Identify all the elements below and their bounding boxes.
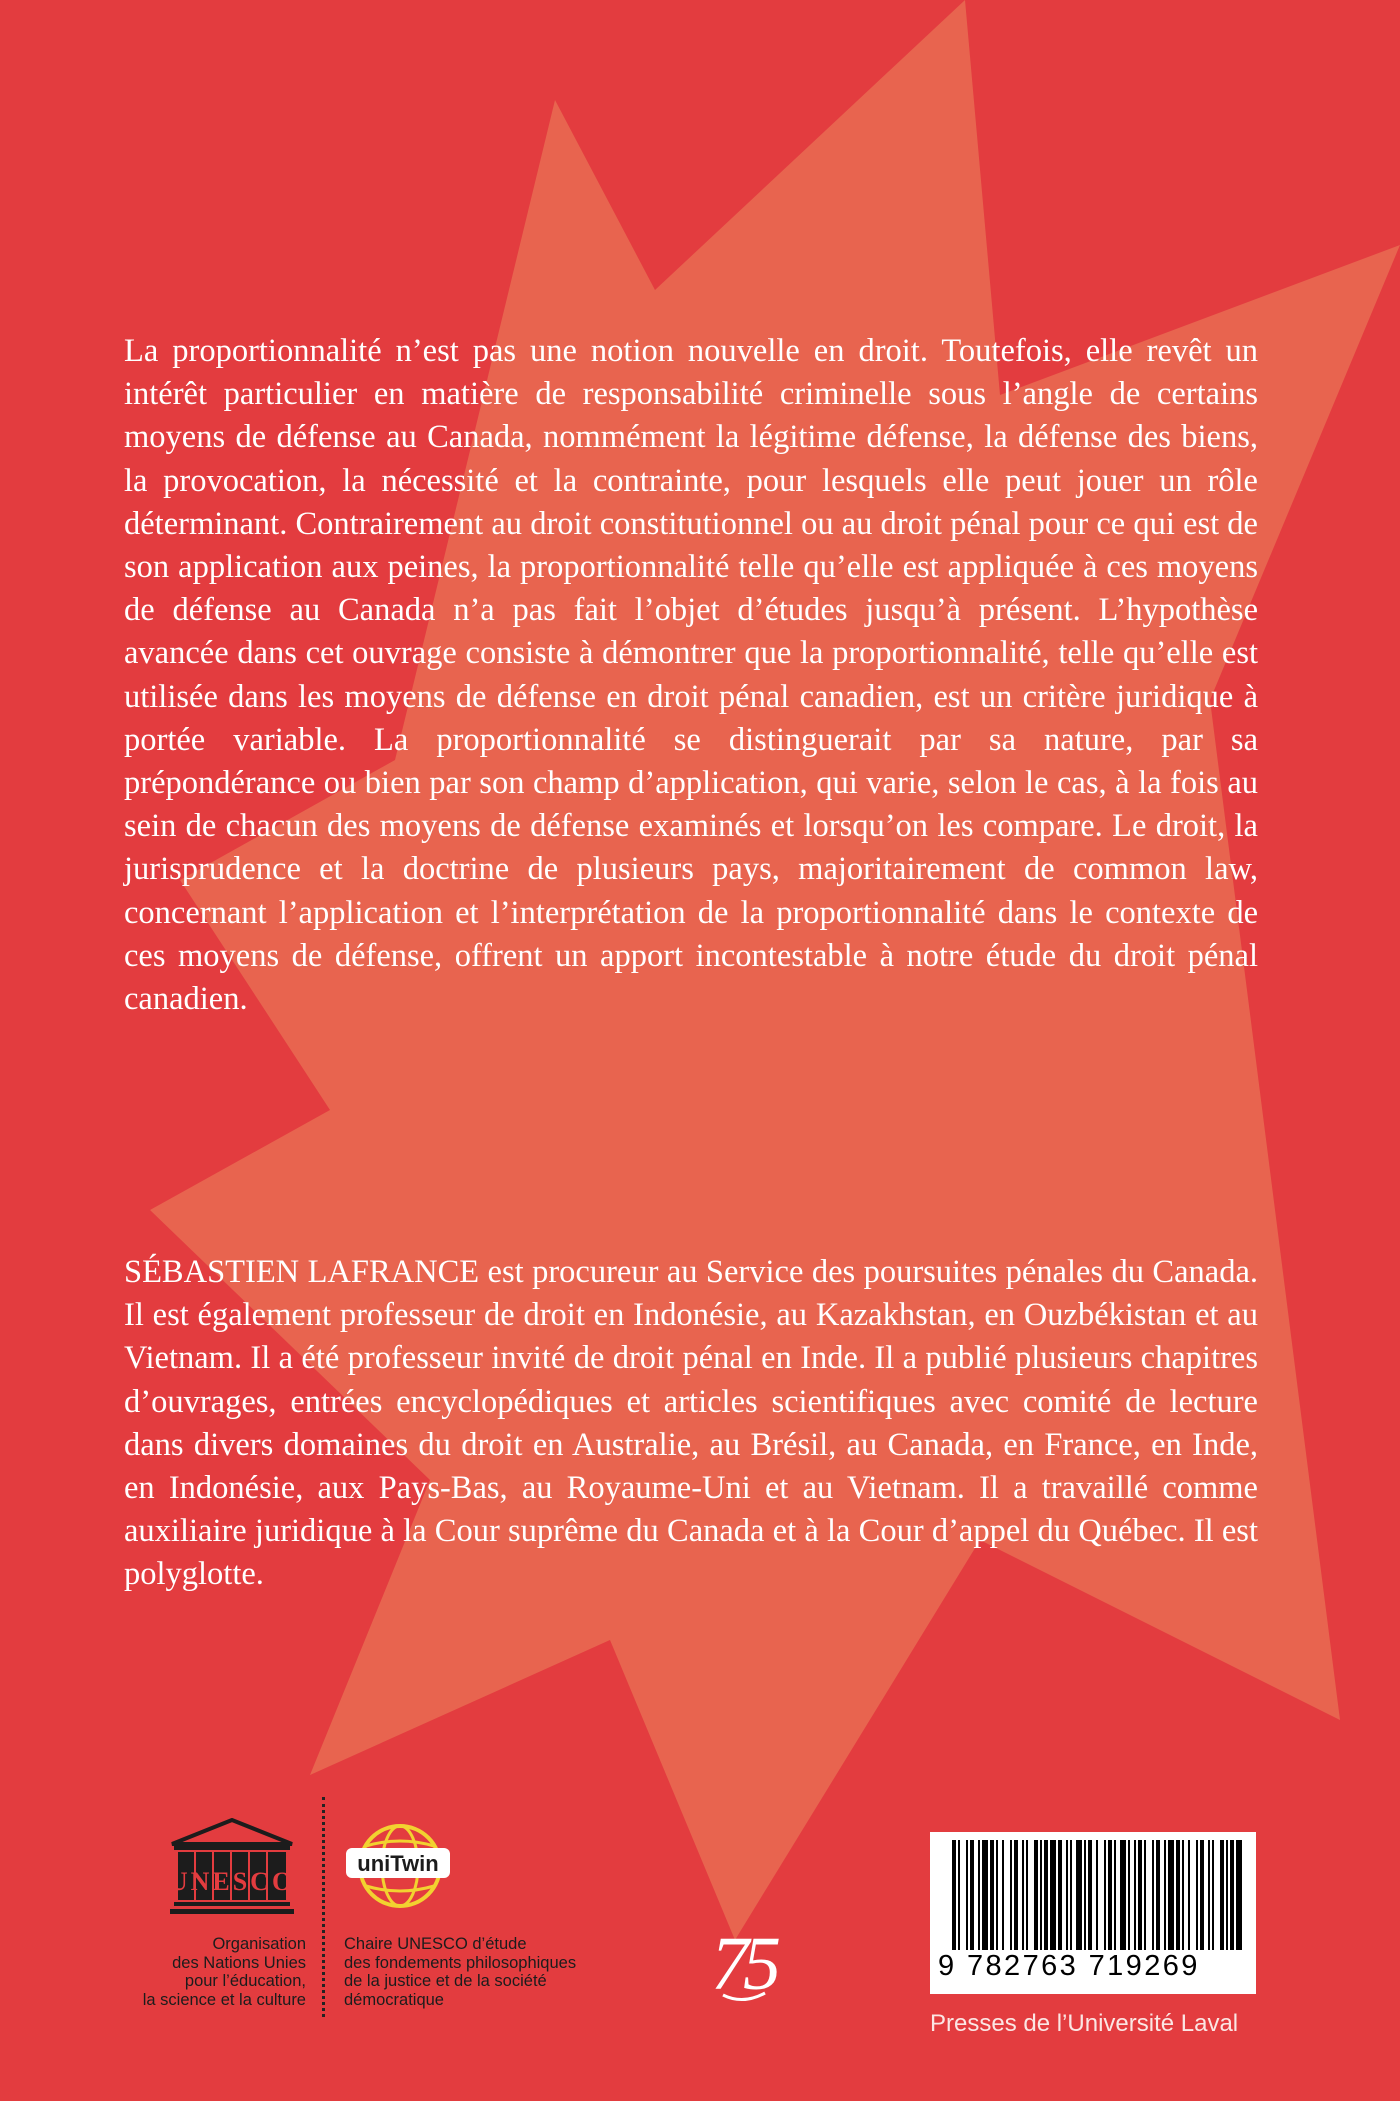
barcode-bar [1212, 1840, 1214, 1950]
barcode-bar [1152, 1840, 1154, 1950]
barcode-bar [1014, 1840, 1018, 1950]
barcode-bar [1026, 1840, 1028, 1950]
publisher-name: Presses de l’Université Laval [930, 2010, 1239, 2037]
barcode-bar [1050, 1840, 1056, 1950]
unitwin-globe-icon [342, 1814, 458, 1918]
barcode-bar [1114, 1840, 1116, 1950]
barcode-bar [952, 1840, 956, 1950]
barcode-bar [1088, 1840, 1092, 1950]
dotted-divider [322, 1797, 325, 2017]
chair-caption-line: des fondements philosophiques [344, 1953, 577, 1972]
barcode-bar [1084, 1840, 1086, 1950]
barcode-bar [1144, 1840, 1146, 1950]
barcode-bar [1200, 1840, 1204, 1950]
barcode-bars [948, 1840, 1248, 1950]
chair-caption-line: Chaire UNESCO d’étude [344, 1935, 527, 1953]
barcode-bar [1196, 1840, 1198, 1950]
unesco-temple-icon [168, 1818, 296, 1918]
unitwin-logo [342, 1814, 458, 1918]
barcode-bar [1176, 1840, 1180, 1950]
unesco-caption [90, 1935, 306, 2009]
barcode-bar [1108, 1840, 1112, 1950]
barcode-bar [1002, 1840, 1004, 1950]
book-summary-paragraph: La proportionnalité n’est pas une notion nouvelle en droit. Toutefois, elle revêt un intérêt particulier en matière de responsabilité criminelle sous l’angle de certains moyens de défense au Canada, nommément la légitime défense, la défense des biens, la provocation, la nécessité et la contrainte, pour lesquels elle peut jouer un rôle déterminant. Contrairement au droit constitutionnel ou au droit pénal pour ce qui est de son application aux peines, la proportionnalité telle qu’elle est appliquée à ces moyens de défense au Canada n’a pas fait l’objet d’études jusqu’à présent. L’hypothèse avancée dans cet ouvrage consiste à démontrer que la proportionnalité, telle qu’elle est utilisée dans les moyens de défense en droit pénal canadien, est un critère juridique à portée variable. La proportionnalité se distinguerait par sa nature, par sa prépondérance ou bien par son champ d’application, qui varie, selon le cas, à la fois au sein de chacun des moyens de défense examinés et lorsqu’on les compare. Le droit, la jurisprudence et la doctrine de plusieurs pays, majoritairement de common law, concernant l’application et l’interprétation de la proportionnalité dans le contexte de ces moyens de défense, offrent un apport incontestable à notre étude du droit pénal canadien. [124, 333, 1258, 1018]
unesco-caption-line: la science et la culture [142, 1990, 306, 2009]
barcode-bar [996, 1840, 998, 1950]
author-biography-paragraph: SÉBASTIEN LAFRANCE est procureur au Service des poursuites pénales du Canada. Il est également professeur de droit en Indonésie, au Kazakhstan, en Ouzbékistan et au Vietnam. Il a été professeur invité de droit pénal en Inde. Il a publié plusieurs chapitres d’ouvrages, entrées encyclopédiques et articles scientifiques avec comité de lecture dans divers domaines du droit en Australie, au Brésil, au Canada, en France, en Inde, en Indonésie, aux Pays-Bas, au Royaume-Uni et au Vietnam. Il a travaillé comme auxiliaire juridique à la Cour suprême du Canada et à la Cour d’appel du Québec. Il est polyglotte. [124, 1254, 1258, 1593]
unesco-caption-line: des Nations Unies [172, 1953, 306, 1972]
barcode-bar [1226, 1840, 1228, 1950]
barcode-bar [978, 1840, 980, 1950]
barcode-bar [1156, 1840, 1160, 1950]
unesco-logo-lettering: UNESCO [168, 1867, 296, 1896]
barcode-bar [970, 1840, 974, 1950]
barcode-bar [1070, 1840, 1072, 1950]
unesco-chair-caption [344, 1935, 604, 2009]
barcode-bar [1128, 1840, 1130, 1950]
barcode-bar [1120, 1840, 1126, 1950]
barcode-bar [1104, 1840, 1106, 1950]
barcode-bar [1058, 1840, 1062, 1950]
barcode-bar [990, 1840, 994, 1950]
unesco-caption-line: pour l’éducation, [184, 1972, 306, 1990]
barcode-bar [1230, 1840, 1234, 1950]
barcode-bar [982, 1840, 988, 1950]
barcode-bar [1040, 1840, 1042, 1950]
barcode-bar [1188, 1840, 1190, 1950]
barcode-bar [1164, 1840, 1166, 1950]
barcode-bar [1034, 1840, 1038, 1950]
barcode-bar [1010, 1840, 1012, 1950]
barcode-bar [958, 1840, 960, 1950]
barcode-bar [1182, 1840, 1184, 1950]
barcode-bar [1220, 1840, 1224, 1950]
barcode-bar [1022, 1840, 1024, 1950]
barcode-bar [1236, 1840, 1242, 1950]
barcode-bar [1168, 1840, 1174, 1950]
barcode-bar [966, 1840, 968, 1950]
unitwin-logo-lettering: uniTwin [357, 1851, 439, 1876]
unesco-caption-line: Organisation [212, 1935, 306, 1953]
barcode-bar [1066, 1840, 1068, 1950]
chair-caption-line: démocratique [344, 1990, 444, 2009]
chair-caption-line: de la justice et de la société [344, 1972, 547, 1990]
anniversary-75-icon [693, 1925, 793, 2007]
barcode-bar [1208, 1840, 1210, 1950]
unesco-logo [168, 1818, 296, 1918]
barcode-bar [1044, 1840, 1048, 1950]
anniversary-logo-lettering: 75 [711, 1925, 775, 2006]
isbn-number: 9 782763 719269 [938, 1950, 1200, 1982]
isbn-barcode [930, 1832, 1256, 1994]
75th-anniversary-logo [693, 1925, 793, 2007]
barcode-bar [1134, 1840, 1136, 1950]
barcode-bar [1138, 1840, 1142, 1950]
barcode-bar [1096, 1840, 1098, 1950]
barcode-bar [1076, 1840, 1082, 1950]
